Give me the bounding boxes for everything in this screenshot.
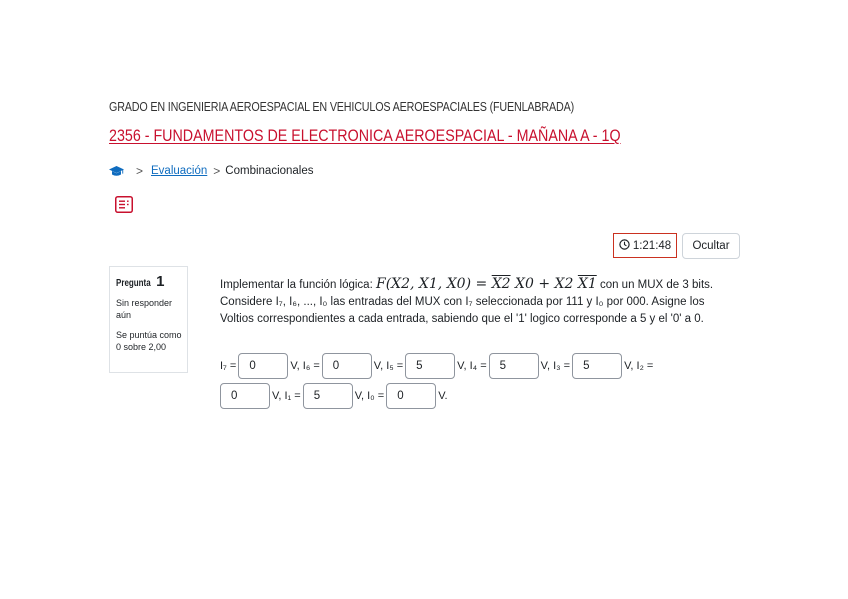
label-i7: I₇ = — [220, 360, 237, 372]
breadcrumb-separator: > — [136, 164, 144, 178]
question-number — [116, 273, 182, 290]
input-i4[interactable] — [489, 353, 539, 379]
question-label: Pregunta — [116, 278, 151, 289]
clock-icon — [619, 239, 630, 253]
question-state: Sin responder aún — [116, 298, 173, 320]
input-i7[interactable] — [238, 353, 288, 379]
answer-row-2 — [220, 383, 448, 409]
input-i3[interactable] — [572, 353, 622, 379]
graduation-cap-icon[interactable] — [109, 166, 124, 177]
label-i6: V, I₆ = — [290, 360, 320, 372]
question-grade: Se puntúa como 0 sobre 2,00 — [116, 330, 182, 352]
question-text — [220, 276, 730, 328]
breadcrumb-separator: > — [213, 164, 221, 178]
question-instructions: Considere I₇, I₆, ..., I₀ las entradas del MUX con I₇ seleccionada por 111 y I₀ por 000. Asigne los Voltios correspondientes a cada entrada, sabiendo que el '1' logico corresponde a 5 y el '0' a 0. — [220, 296, 705, 325]
input-i1[interactable] — [303, 383, 353, 409]
breadcrumb-evaluacion-link[interactable]: Evaluación — [151, 165, 208, 177]
input-i0[interactable] — [386, 383, 436, 409]
hide-timer-button[interactable]: Ocultar — [682, 233, 740, 259]
logic-formula: F(X2, X1, X0) = X2 X0 + X2 X1 — [375, 276, 597, 292]
course-title-link[interactable]: 2356 - FUNDAMENTOS DE ELECTRONICA AEROESPACIAL - MAÑANA A - 1Q — [109, 126, 621, 145]
label-i2: V, I₂ = — [624, 360, 654, 372]
timer-value: 1:21:48 — [632, 239, 672, 252]
label-i4: V, I₄ = — [457, 360, 487, 372]
breadcrumb-current: Combinacionales — [225, 165, 314, 177]
question-intro: Implementar la función lógica: — [220, 279, 373, 291]
breadcrumb — [109, 164, 314, 178]
degree-title: GRADO EN INGENIERIA AEROESPACIAL EN VEHICULOS AEROESPACIALES (FUENLABRADA) — [109, 100, 574, 114]
label-end: V. — [438, 390, 448, 402]
label-i3: V, I₃ = — [540, 360, 571, 372]
quiz-navigation-icon[interactable] — [115, 196, 133, 213]
label-i0: V, I₀ = — [354, 390, 385, 402]
answer-row-1 — [220, 353, 653, 379]
question-info-panel — [109, 266, 188, 373]
question-intro-end: con un MUX de 3 bits. — [599, 279, 714, 291]
input-i2[interactable] — [220, 383, 270, 409]
label-i5: V, I₅ = — [373, 360, 404, 372]
label-i1: V, I₁ = — [272, 390, 301, 402]
question-number-value: 1 — [156, 273, 165, 290]
input-i5[interactable] — [405, 353, 455, 379]
input-i6[interactable] — [322, 353, 372, 379]
quiz-timer — [613, 233, 677, 258]
